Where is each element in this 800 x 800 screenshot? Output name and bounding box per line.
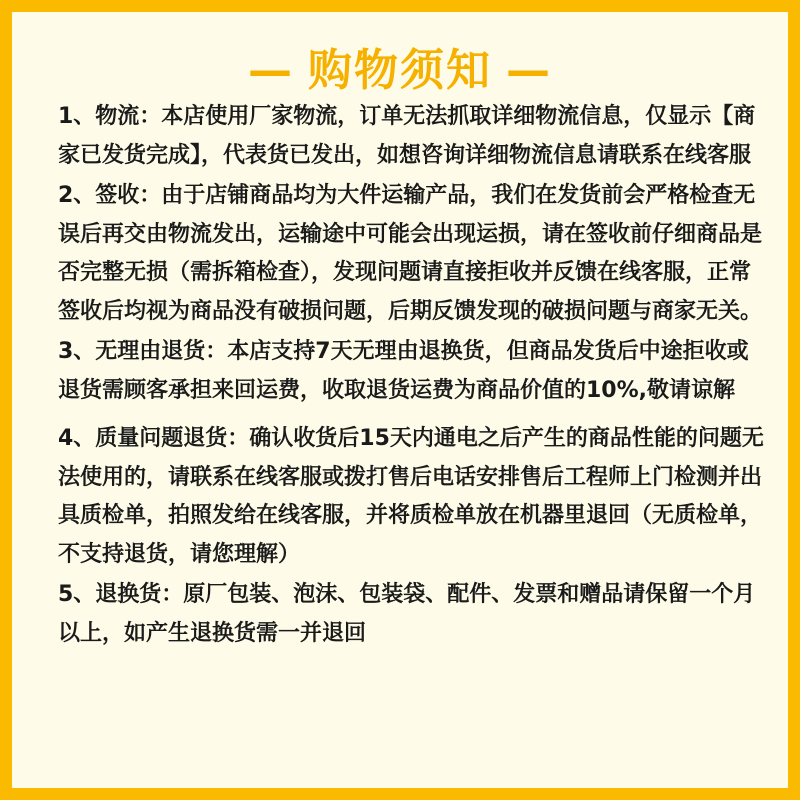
title-left-dash: — bbox=[248, 45, 294, 96]
title-right-dash: — bbox=[506, 45, 552, 96]
page-title bbox=[12, 34, 788, 98]
title-text: 购物须知 bbox=[308, 45, 492, 96]
notice-item-exchange: 5、退换货：原厂包装、泡沫、包装袋、配件、发票和赠品请保留一个月以上，如产生退换货需一并退回 bbox=[58, 582, 756, 646]
notice-content bbox=[58, 98, 764, 653]
notice-item-signing: 2、签收：由于店铺商品均为大件运输产品，我们在发货前会严格检查无误后再交由物流发出，运输途中可能会出现运损，请在签收前仔细商品是否完整无损（需拆箱检查），发现问题请直接拒收并反馈在线客服，正常签收后均视为商品没有破损问题，后期反馈发现的破损问题与商家无关。 bbox=[58, 183, 763, 324]
notice-item-quality-return: 4、质量问题退货：确认收货后15天内通电之后产生的商品性能的问题无法使用的，请联系在线客服或拨打售后电话安排售后工程师上门检测并出具质检单，拍照发给在线客服，并将质检单放在机器里退回（无质检单，不支持退货，请您理解） bbox=[58, 426, 764, 567]
notice-item-no-reason-return: 3、无理由退货：本店支持7天无理由退换货，但商品发货后中途拒收或退货需顾客承担来回运费，收取退货运费为商品价值的10%,敬请谅解 bbox=[58, 339, 749, 403]
notice-item-logistics: 1、物流：本店使用厂家物流，订单无法抓取详细物流信息，仅显示【商家已发货完成】，代表货已发出，如想咨询详细物流信息请联系在线客服 bbox=[58, 104, 756, 168]
